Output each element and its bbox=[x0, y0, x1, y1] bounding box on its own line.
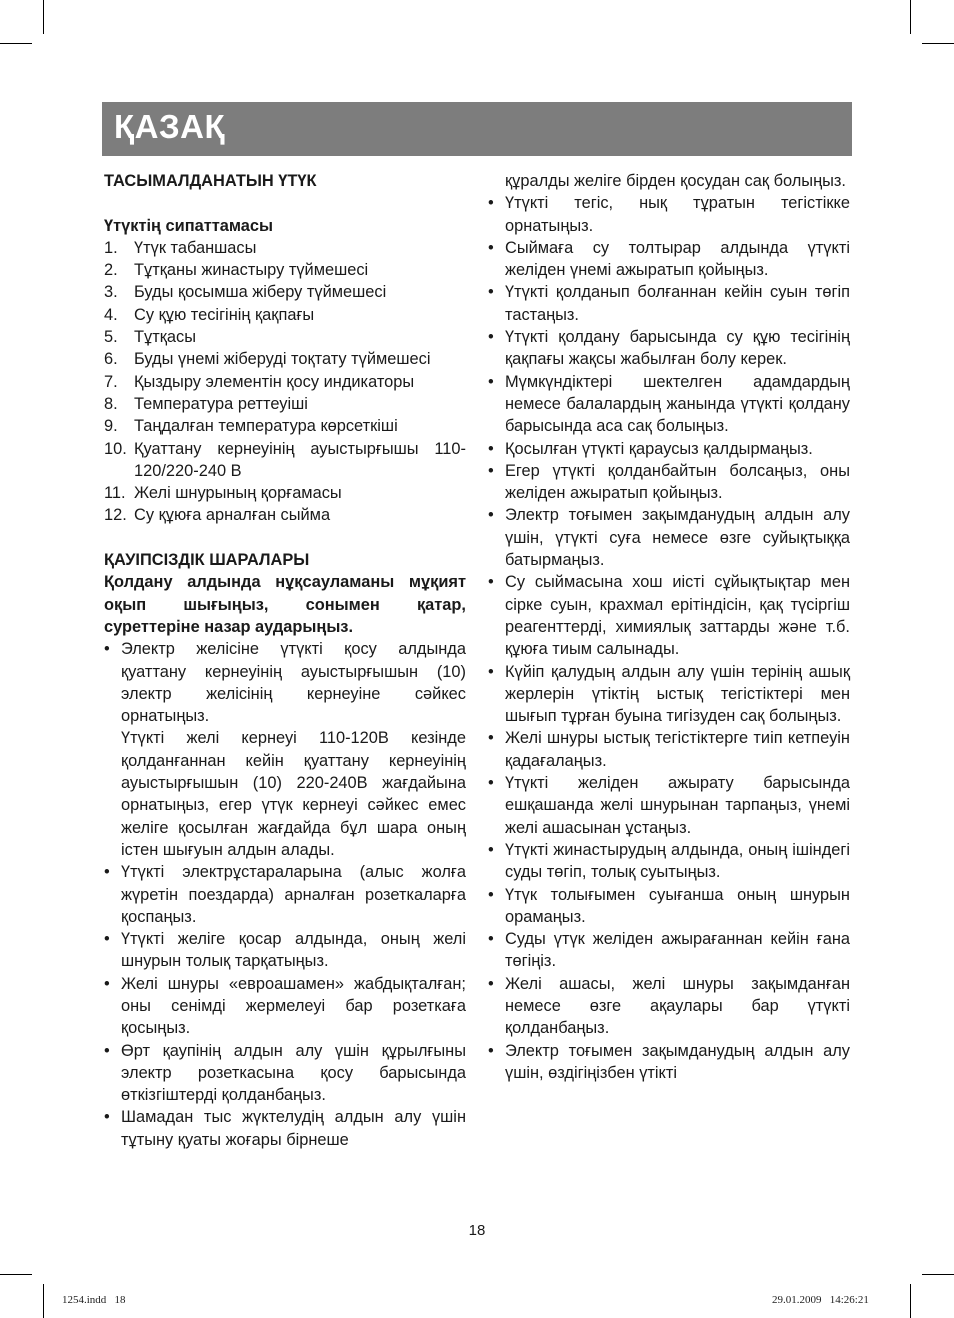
list-item: • Үтүкті қолданып болғаннан кейін суын төгіп тастаңыз. bbox=[488, 283, 850, 324]
list-item: • Үтүкті тегіс, нық тұратын тегістікке орнатыңыз. bbox=[488, 194, 850, 235]
list-item: • Электр тоғымен зақымданудың алдын алу үшін, өздігіңізбен үтікті bbox=[488, 1041, 850, 1082]
crop-mark bbox=[0, 43, 32, 44]
list-item: • Егер үтүкті қолданбайтын болсаңыз, оны желіден ажыратып қойыңыз. bbox=[488, 461, 850, 503]
list-item: 8. Температура реттеуіші bbox=[104, 394, 308, 413]
right-column bbox=[488, 170, 850, 1084]
list-item: 6. Буды үнемі жіберуді тоқтату түймешесі bbox=[104, 350, 431, 369]
list-item: 10. Қуаттану кернеуінің ауыстырғышы 110-120/220-240 В bbox=[104, 439, 466, 480]
language-title: ҚАЗАҚ bbox=[114, 108, 226, 145]
crop-mark bbox=[922, 1274, 954, 1275]
list-item: 4. Су құю тесігінің қақпағы bbox=[104, 305, 315, 324]
crop-mark bbox=[910, 0, 911, 34]
crop-mark bbox=[43, 0, 44, 34]
safety-title: ҚАУІПСІЗДІК ШАРАЛАРЫ bbox=[104, 551, 310, 570]
safety-intro: Қолдану алдында нұқсауламаны мұқият оқып шығыңыз, сонымен қатар, суреттеріне назар аударыңыз. bbox=[104, 573, 466, 636]
crop-mark bbox=[0, 1274, 32, 1275]
list-item: • Үтүкті қолдану барысында су құю тесігінің қақпағы жақсы жабылған болу керек. bbox=[488, 328, 850, 369]
left-column bbox=[104, 170, 466, 1151]
list-item: 12. Су құюға арналған сыйма bbox=[104, 506, 331, 525]
list-item: • Үтүкті жинастырудың алдында, оның ішіндегі суды төгіп, толық суытыңыз. bbox=[488, 840, 850, 882]
list-item: • Үтүкті желіге қосар алдында, оның желі шнурын толық тарқатыңыз. bbox=[104, 930, 466, 971]
print-timestamp: 29.01.2009 14:26:21 bbox=[772, 1294, 869, 1306]
file-name: 1254.indd 18 bbox=[62, 1294, 126, 1306]
list-item: 9. Таңдалған температура көрсеткіші bbox=[104, 417, 398, 436]
continued-text: құралды желіге бірден қосудан сақ болыңыз. bbox=[505, 172, 846, 190]
description-title: Үтүктің сипаттамасы bbox=[104, 216, 274, 235]
list-item: 2. Тұтқаны жинастыру түймешесі bbox=[104, 261, 369, 280]
parts-list bbox=[104, 237, 466, 527]
safety-list bbox=[104, 861, 466, 1151]
list-item: • Желі ашасы, желі шнуры зақымданған немесе өзге ақаулары бар үтүкті қолданбаңыз. bbox=[488, 974, 850, 1038]
list-item: 11. Желі шнурының қорғамасы bbox=[104, 484, 342, 503]
list-item: • Үтүкті электрұстараларына (алыс жолға жүретін поездарда) арналған розеткаларға қоспаңыз. bbox=[104, 863, 466, 926]
list-item: • Шамадан тыс жүктелудің алдын алу үшін тұтыну қуаты жоғары бірнеше bbox=[104, 1108, 466, 1149]
list-item: • Үтүк толығымен суығанша оның шнурын орамаңыз. bbox=[488, 885, 850, 926]
page-number: 18 bbox=[468, 1222, 486, 1239]
list-item: • Желі шнуры ыстық тегістіктерге тиіп кетпеуін қадағалаңыз. bbox=[488, 729, 850, 770]
product-title: ТАСЫМАЛДАНАТЫН ҮТҮК bbox=[104, 172, 317, 190]
list-item: • Қосылған үтүкті қараусыз қалдырмаңыз. bbox=[488, 439, 813, 458]
list-item: 7. Қыздыру элементін қосу индикаторы bbox=[104, 372, 415, 391]
safety-list bbox=[488, 192, 850, 1084]
list-item: • Электр тоғымен зақымданудың алдын алу үшін, үтүкті суға немесе өзге суйықтыққа батырмаңыз. bbox=[488, 506, 850, 570]
list-item: • Желі шнуры «евроашамен» жабдықталған; оны сенімді жермелеуі бар розеткаға қосыңыз. bbox=[104, 974, 466, 1038]
crop-mark bbox=[43, 1284, 44, 1318]
list-item: 3. Буды қосымша жіберу түймешесі bbox=[104, 283, 387, 302]
list-item: • Күйіп қалудың алдын алу үшін терінің ашық жерлерін үтіктің ыстық тегістіктері мен шығып тұрған буына тигізуден сақ болыңыз. bbox=[488, 662, 850, 726]
crop-mark bbox=[910, 1284, 911, 1318]
list-item: • Өрт қаупінің алдын алу үшін құрылғыны электр розеткасына қосу барысында өткізгіштерді қолданбаңыз. bbox=[104, 1041, 466, 1105]
language-header bbox=[102, 102, 852, 156]
list-item: 1. Үтүк табаншасы bbox=[104, 238, 257, 257]
voltage-note: Үтүкті желі кернеуі 110-120В кезінде қолданғаннан кейін қуаттану кернеуінің ауыстырғышын (10) 220-240В жағдайына орнатыңыз, егер үтүк кернеуі сәйкес емес желіге қосылған жағдайда бұл шара оның істен шығуын алдын алады. bbox=[121, 729, 466, 859]
list-item: • Суды үтүк желіден ажырағаннан кейін ғана төгіңіз. bbox=[488, 930, 850, 971]
list-item: • Мүмкүндіктері шектелген адамдардың немесе балалардың жанында үтүкті қолдану барысында аса сақ болыңыз. bbox=[488, 372, 850, 436]
crop-mark bbox=[922, 43, 954, 44]
list-item: • Сыймаға су толтырар алдында үтүкті желіден үнемі ажыратып қойыңыз. bbox=[488, 238, 850, 280]
list-item: 5. Тұтқасы bbox=[104, 328, 196, 347]
safety-list bbox=[104, 638, 466, 727]
list-item: • Электр желісіне үтүкті қосу алдында қуаттану кернеуінің ауыстырғышын (10) электр желісінің кернеуіне сәйкес орнатыңыз. bbox=[104, 640, 466, 726]
list-item: • Су сыймасына хош иісті сұйықтықтар мен сірке суын, крахмал ерітіндісін, қақ түсіргіш реагенттерді, химиялық заттарды және т.б. құюға тиым салынады. bbox=[488, 573, 850, 659]
list-item: • Үтүкті желіден ажырату барысында ешқашанда желі шнурынан тарпаңыз, үнемі желі ашасынан ұстаңыз. bbox=[488, 774, 850, 837]
